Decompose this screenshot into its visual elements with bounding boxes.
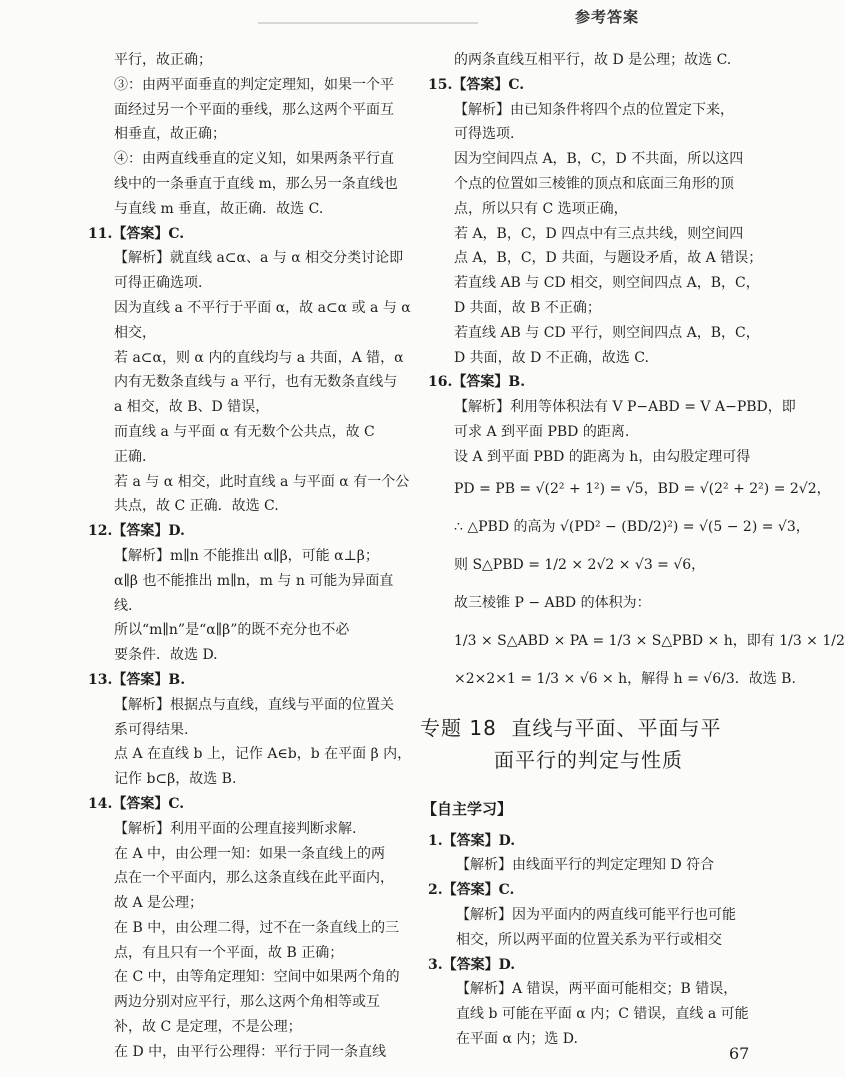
text-line: 故 A 是公理； (114, 895, 204, 912)
text-line: 若直线 AB 与 CD 平行，则空间四点 A，B，C， (454, 324, 760, 341)
text-line: 线. (114, 597, 133, 614)
text-line: 【解析】由已知条件将四个点的位置定下来， (454, 101, 734, 118)
text-line: 正确. (114, 448, 147, 465)
text-line: ④：由两直线垂直的定义知，如果两条平行直 (114, 151, 394, 168)
text-line: 点在一个平面内，那么这条直线在此平面内， (114, 870, 394, 887)
text-line: 点，有且只有一个平面，故 B 正确； (114, 944, 344, 961)
text-line: 的两条直线互相平行，故 D 是公理；故选 C. (454, 52, 732, 68)
formula-block (428, 470, 845, 698)
text-line: 若直线 AB 与 CD 相交，则空间四点 A，B，C， (454, 275, 760, 292)
answer-line: 12.【答案】D. (88, 523, 185, 540)
answer-line: 2.【答案】C. (428, 882, 515, 899)
text-line: 点 A，B，C，D 共面，与题设矛盾，故 A 错误； (454, 250, 763, 267)
answer-line: 1.【答案】D. (428, 832, 516, 849)
answer-line: 16.【答案】B. (428, 374, 526, 391)
text-line: 在 D 中，由平行公理得：平行于同一条直线 (114, 1043, 387, 1060)
text-line: 补，故 C 是定理，不是公理； (114, 1019, 302, 1036)
left-column (88, 48, 412, 1065)
text-line: 面经过另一个平面的垂线，那么这两个平面互 (114, 101, 394, 118)
right-column-bottom (428, 829, 758, 1052)
section-title (420, 712, 758, 776)
text-line: 可得正确选项. (114, 275, 203, 292)
text-line: 可得选项. (454, 126, 515, 143)
text-line: 若 A，B，C，D 四点中有三点共线，则空间四 (454, 225, 744, 242)
text-line: 因为空间四点 A，B，C，D 不共面，所以这四 (454, 151, 744, 168)
formula-line: 则 S△PBD = 1/2 × 2√2 × √3 = √6， (454, 556, 706, 573)
text-line: 相交，所以两平面的位置关系为平行或相交 (456, 931, 722, 948)
right-column (420, 48, 845, 1052)
text-line: 相交， (114, 324, 156, 341)
formula-line: 故三棱锥 P − ABD 的体积为： (454, 594, 651, 611)
text-line: 所以“m∥n”是“α∥β”的既不充分也不必 (114, 622, 350, 639)
text-line: D 共面，故 B 不正确； (454, 299, 601, 316)
text-line: α∥β 也不能推出 m∥n，m 与 n 可能为异面直 (114, 572, 394, 589)
text-line: 在 A 中，由公理一知：如果一条直线上的两 (114, 845, 386, 862)
formula-line: ∴ △PBD 的高为 √(PD² − (BD/2)²) = √(5 − 2) = √3， (454, 518, 810, 535)
text-line: 若 a⊂α，则 α 内的直线均与 a 共面，A 错，α (114, 349, 404, 366)
text-line: 点，所以只有 C 选项正确， (454, 200, 628, 217)
text-line: 而直线 a 与平面 α 有无数个公共点，故 C (114, 423, 375, 440)
text-line: 共点，故 C 正确．故选 C. (114, 498, 279, 515)
subheading: 【自主学习】 (422, 799, 513, 818)
text-line: 平行，故正确； (114, 52, 212, 68)
section-title-line2: 面平行的判定与性质 (494, 747, 683, 772)
text-line: 在 B 中，由公理二得，过不在一条直线上的三 (114, 919, 400, 936)
text-line: 【解析】根据点与直线，直线与平面的位置关 (114, 696, 394, 713)
section-number: 专题 18 (420, 715, 497, 740)
answer-line: 14.【答案】C. (88, 795, 185, 812)
text-line: 【解析】由线面平行的判定定理知 D 符合 (456, 857, 715, 874)
formula-line: PD = PB = √(2² + 1²) = √5，BD = √(2² + 2²) = 2√2， (454, 480, 831, 497)
answer-line: 3.【答案】D. (428, 956, 516, 973)
text-line: ③：由两平面垂直的判定定理知，如果一个平 (114, 76, 394, 93)
text-line: 若 a 与 α 相交，此时直线 a 与平面 α 有一个公 (114, 473, 410, 490)
text-line: 设 A 到平面 PBD 的距离为 h，由勾股定理可得 (454, 448, 751, 465)
text-line: 点 A 在直线 b 上，记作 A∈b，b 在平面 β 内， (114, 746, 412, 763)
text-line: 在 C 中，由等角定理知：空间中如果两个角的 (114, 969, 400, 986)
text-line: 与直线 m 垂直，故正确．故选 C. (114, 200, 324, 217)
text-line: 【解析】A 错误，两平面可能相交；B 错误， (456, 981, 738, 998)
text-line: 直线 b 可能在平面 α 内；C 错误，直线 a 可能 (456, 1006, 749, 1023)
text-line: 记作 b⊂β，故选 B. (114, 771, 237, 788)
section-title-line1: 直线与平面、平面与平 (511, 715, 722, 740)
page-number: 67 (729, 1044, 750, 1063)
text-line: 要条件．故选 D. (114, 647, 218, 664)
text-line: 相垂直，故正确； (114, 126, 226, 143)
formula-line: 1/3 × S△ABD × PA = 1/3 × S△PBD × h，即有 1/3 × 1/2 (454, 632, 845, 649)
text-line: 两边分别对应平行，那么这两个角相等或互 (114, 994, 380, 1011)
text-line: D 共面，故 D 不正确，故选 C. (454, 349, 649, 366)
answer-line: 11.【答案】C. (88, 225, 185, 242)
formula-line: ×2×2×1 = 1/3 × √6 × h，解得 h = √6/3．故选 B. (454, 670, 796, 687)
text-line: 【解析】m∥n 不能推出 α∥β，可能 α⊥β； (114, 547, 379, 564)
text-line: 个点的位置如三棱锥的顶点和底面三角形的顶 (454, 175, 734, 192)
right-column-top (428, 48, 796, 470)
text-line: 内有无数条直线与 a 平行，也有无数条直线与 (114, 374, 398, 391)
text-line: 因为直线 a 不平行于平面 α，故 a⊂α 或 a 与 α (114, 299, 411, 316)
text-line: 系可得结果. (114, 721, 189, 738)
text-line: a 相交，故 B、D 错误， (114, 399, 270, 416)
text-line: 在平面 α 内；选 D. (456, 1030, 578, 1047)
text-line: 【解析】利用等体积法有 V P−ABD = V A−PBD，即 (454, 399, 796, 416)
text-line: 可求 A 到平面 PBD 的距离. (454, 423, 630, 440)
answer-line: 13.【答案】B. (88, 671, 186, 688)
header-rule (258, 22, 478, 24)
text-line: 【解析】因为平面内的两直线可能平行也可能 (456, 906, 736, 923)
text-line: 线中的一条垂直于直线 m，那么另一条直线也 (114, 175, 398, 192)
header-title: 参考答案 (575, 8, 640, 26)
text-line: 【解析】利用平面的公理直接判断求解. (114, 820, 357, 837)
answer-line: 15.【答案】C. (428, 76, 525, 93)
text-line: 【解析】就直线 a⊂α、a 与 α 相交分类讨论即 (114, 250, 404, 267)
